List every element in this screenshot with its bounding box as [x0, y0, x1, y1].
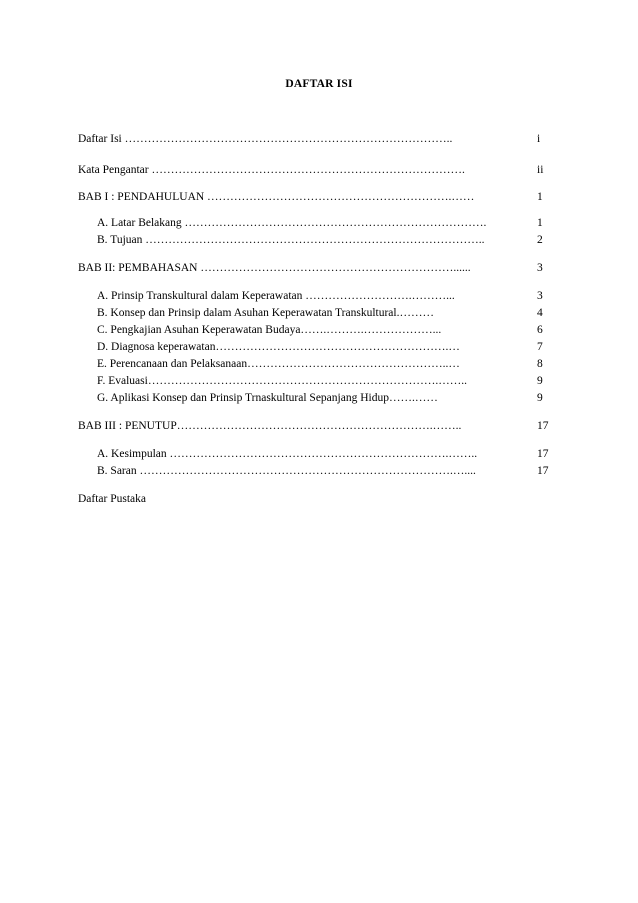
toc-subentry-saran	[0, 463, 638, 479]
toc-page-number: 7	[537, 341, 543, 353]
toc-entry-text: B. Saran ……………………………………………………………………….…....	[97, 465, 476, 477]
page-title: DAFTAR ISI	[285, 78, 353, 90]
toc-entry-text: D. Diagnosa keperawatan…………………………………………………….…	[97, 341, 460, 353]
toc-page-number: 3	[537, 262, 543, 274]
toc-page-number: 17	[537, 448, 549, 460]
toc-entry-bab-2	[0, 260, 638, 276]
toc-subentry-diagnosa	[0, 339, 638, 355]
toc-page-number: 8	[537, 358, 543, 370]
toc-entry-text: C. Pengkajian Asuhan Keperawatan Budaya…….……….………………...	[97, 324, 442, 336]
toc-entry-text: G. Aplikasi Konsep dan Prinsip Trnaskultural Sepanjang Hidup…….……	[97, 392, 438, 404]
toc-entry-text: Daftar Isi …………………………………………………………………………..	[78, 133, 453, 145]
toc-entry-text: BAB II: PEMBAHASAN …………………………………………………………......	[78, 262, 471, 274]
toc-subentry-latar-belakang	[0, 215, 638, 231]
toc-page-number: 9	[537, 392, 543, 404]
toc-page-number: 9	[537, 375, 543, 387]
toc-page-number: 1	[537, 191, 543, 203]
toc-subentry-konsep	[0, 305, 638, 321]
toc-page-number: 4	[537, 307, 543, 319]
toc-page-number: ii	[537, 164, 544, 176]
toc-page-number: 3	[537, 290, 543, 302]
toc-subentry-aplikasi	[0, 390, 638, 406]
toc-entry-text: A. Kesimpulan ……………………………………………………………….……..	[97, 448, 478, 460]
toc-entry-bab-3	[0, 418, 638, 434]
toc-entry-text: BAB I : PENDAHULUAN ……………………………………………………….……	[78, 191, 475, 203]
toc-entry-text: Daftar Pustaka	[78, 493, 147, 505]
toc-subentry-tujuan	[0, 232, 638, 248]
toc-page-number: 2	[537, 234, 543, 246]
toc-entry-kata-pengantar	[0, 162, 638, 178]
toc-subentry-pengkajian	[0, 322, 638, 338]
toc-entry-text: E. Perencanaan dan Pelaksanaan……………………………………………..…	[97, 358, 460, 370]
toc-entry-text: B. Konsep dan Prinsip dalam Asuhan Keperawatan Transkultural.………	[97, 307, 434, 319]
toc-entry-text: A. Latar Belakang …………………………………………………………………….	[97, 217, 487, 229]
toc-entry-text: Kata Pengantar ……………………………………………………………………….	[78, 164, 465, 176]
toc-entry-bab-1	[0, 189, 638, 205]
toc-subentry-perencanaan	[0, 356, 638, 372]
toc-subentry-kesimpulan	[0, 446, 638, 462]
toc-subentry-evaluasi	[0, 373, 638, 389]
toc-entry-text: B. Tujuan ……………………………………………………………………………..	[97, 234, 485, 246]
toc-page-number: 17	[537, 465, 549, 477]
toc-entry-daftar-isi	[0, 131, 638, 147]
toc-page-number: 6	[537, 324, 543, 336]
toc-page-number: i	[537, 133, 541, 145]
toc-entry-text: A. Prinsip Transkultural dalam Keperawatan ……………………….………...	[97, 290, 455, 302]
toc-entry-text: BAB III : PENUTUP………………………………………………………….……..	[78, 420, 462, 432]
toc-entry-text: F. Evaluasi………………………………………………………………….……..	[97, 375, 467, 387]
toc-entry-daftar-pustaka	[0, 491, 638, 507]
toc-page-number: 1	[537, 217, 543, 229]
toc-page-number: 17	[537, 420, 549, 432]
toc-subentry-prinsip	[0, 288, 638, 304]
